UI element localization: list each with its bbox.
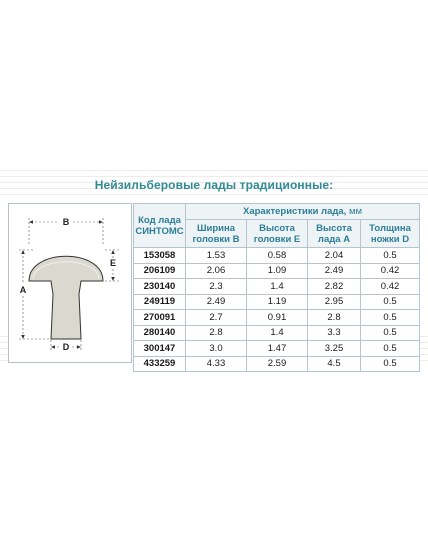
cell-height-e: 1.4: [247, 279, 308, 295]
group-header-characteristics: Характеристики лада, мм: [186, 204, 420, 220]
cell-width-b: 4.33: [186, 356, 247, 372]
column-header-thickness-d: Толщина ножки D: [361, 220, 420, 248]
table-header-row: [134, 204, 420, 220]
cell-width-b: 2.7: [186, 310, 247, 326]
cell-height-a: 2.04: [308, 248, 361, 264]
cell-height-e: 1.4: [247, 325, 308, 341]
cell-width-b: 2.49: [186, 294, 247, 310]
cell-height-a: 3.25: [308, 341, 361, 357]
table-row: [134, 294, 420, 310]
cell-width-b: 2.8: [186, 325, 247, 341]
cell-code: 433259: [134, 356, 186, 372]
cell-height-a: 3.3: [308, 325, 361, 341]
table-row: [134, 310, 420, 326]
cell-thickness-d: 0.42: [361, 263, 420, 279]
cell-width-b: 2.3: [186, 279, 247, 295]
label-b: B: [62, 217, 70, 227]
cell-thickness-d: 0.5: [361, 325, 420, 341]
cell-height-e: 1.19: [247, 294, 308, 310]
cell-thickness-d: 0.5: [361, 356, 420, 372]
table-row: [134, 356, 420, 372]
cell-thickness-d: 0.42: [361, 279, 420, 295]
cell-code: 300147: [134, 341, 186, 357]
label-e: E: [109, 258, 117, 268]
cell-code: 270091: [134, 310, 186, 326]
cell-height-a: 4.5: [308, 356, 361, 372]
column-header-code: Код лада СИНТОМС: [134, 204, 186, 248]
table-row: [134, 325, 420, 341]
dimension-b: [29, 217, 103, 244]
cell-height-a: 2.82: [308, 279, 361, 295]
cell-height-e: 1.47: [247, 341, 308, 357]
cell-width-b: 2.06: [186, 263, 247, 279]
fret-spec-table: [133, 203, 420, 372]
cell-code: 249119: [134, 294, 186, 310]
cell-code: 206109: [134, 263, 186, 279]
column-header-height-a: Высота лада A: [308, 220, 361, 248]
cell-thickness-d: 0.5: [361, 341, 420, 357]
cell-thickness-d: 0.5: [361, 248, 420, 264]
cell-height-a: 2.49: [308, 263, 361, 279]
fret-profile-diagram: [8, 203, 132, 363]
table-row: [134, 279, 420, 295]
cell-height-a: 2.95: [308, 294, 361, 310]
cell-code: 153058: [134, 248, 186, 264]
cell-thickness-d: 0.5: [361, 310, 420, 326]
page-heading: Нейзильберовые лады традиционные:: [94, 178, 334, 192]
column-header-width-b: Ширина головки B: [186, 220, 247, 248]
cell-thickness-d: 0.5: [361, 294, 420, 310]
dimension-e: [105, 250, 119, 281]
cell-height-a: 2.8: [308, 310, 361, 326]
label-a: A: [19, 285, 27, 295]
fret-profile-svg: [9, 204, 133, 364]
cell-height-e: 0.91: [247, 310, 308, 326]
column-header-height-e: Высота головки E: [247, 220, 308, 248]
cell-height-e: 0.58: [247, 248, 308, 264]
cell-height-e: 2.59: [247, 356, 308, 372]
dimension-d: [51, 340, 81, 352]
cell-width-b: 1.53: [186, 248, 247, 264]
label-d: D: [62, 342, 70, 352]
cell-width-b: 3.0: [186, 341, 247, 357]
cell-height-e: 1.09: [247, 263, 308, 279]
cell-code: 280140: [134, 325, 186, 341]
cell-code: 230140: [134, 279, 186, 295]
table-row: [134, 341, 420, 357]
table-row: [134, 248, 420, 264]
table-row: [134, 263, 420, 279]
